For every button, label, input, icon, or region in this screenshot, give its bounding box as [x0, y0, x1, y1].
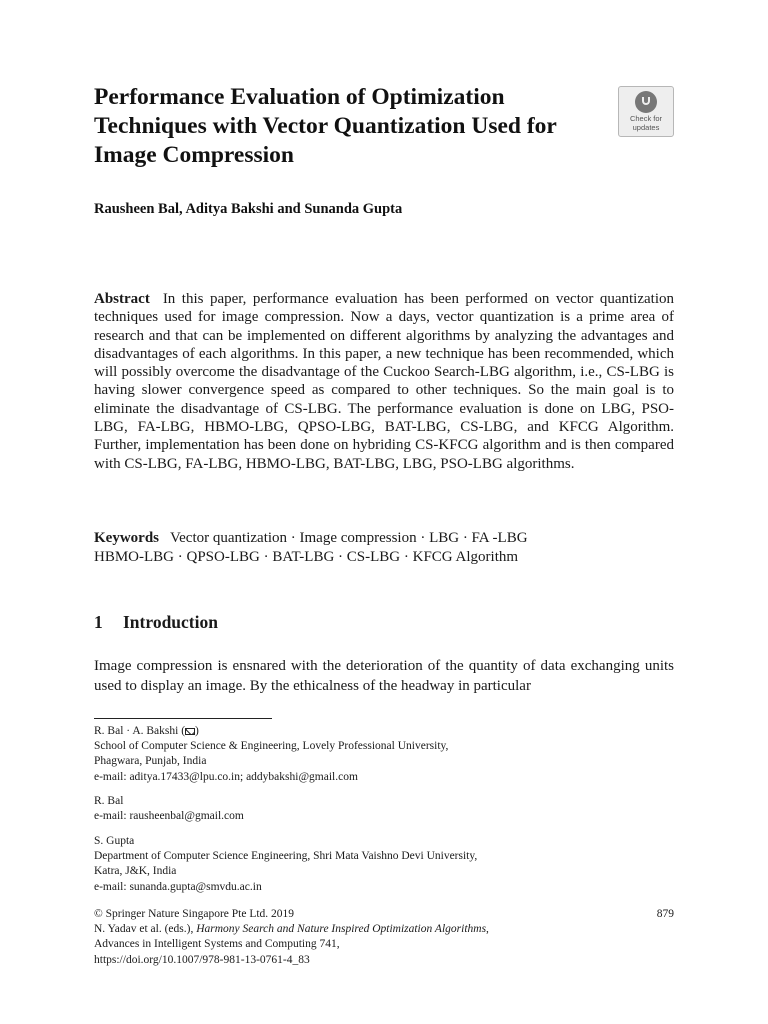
affiliation-org: School of Computer Science & Engineering, Lovely Professional University, [94, 740, 449, 753]
copyright-line: © Springer Nature Singapore Pte Ltd. 2019 [94, 908, 295, 920]
abstract-heading: Abstract [94, 291, 150, 307]
check-for-updates-icon [635, 91, 657, 113]
affiliation-names: R. Bal [94, 795, 124, 807]
affiliation-place: Phagwara, Punjab, India [94, 755, 207, 768]
affiliation-block-1: R. Bal · A. Bakshi ( ) School of Computer Science & Engineering, Lovely Professional University, Phagwara, Punjab, India e-mail: aditya.17433@lpu.co.in; addybakshi@gmail.com [94, 724, 674, 785]
affiliation-email[interactable]: e-mail: rausheenbal@gmail.com [94, 810, 244, 823]
publication-footer [94, 907, 674, 968]
section-title: Introduction [123, 612, 218, 632]
affiliation-names: S. Gupta [94, 835, 135, 847]
keywords-line2: HBMO-LBG · QPSO-LBG · BAT-LBG · CS-LBG · KFCG Algorithm [94, 549, 519, 565]
section-heading [94, 612, 218, 633]
keywords [94, 529, 674, 567]
badge-line1: Check for [629, 114, 663, 123]
section-number: 1 [94, 612, 103, 632]
author-list: Rausheen Bal, Aditya Bakshi and Sunanda Gupta [94, 201, 403, 217]
series-line: Advances in Intelligent Systems and Computing 741, [94, 938, 340, 951]
affiliation-block-2 [94, 794, 674, 824]
abstract [94, 290, 674, 473]
citation-line: N. Yadav et al. (eds.), Harmony Search and Nature Inspired Optimization Algorithms, [94, 923, 489, 936]
affiliation-block-3 [94, 834, 674, 895]
intro-paragraph: Image compression is ensnared with the deterioration of the quantity of data exchanging units used to display an image. By the ethicalness of the headway in particular [94, 658, 674, 694]
paper-title: Performance Evaluation of Optimization Techniques with Vector Quantization Used for Image Compression [94, 84, 557, 168]
abstract-text: In this paper, performance evaluation has been performed on vector quantization techniques used for image compression. Now a days, vector quantization is a prime area of research and that can be implemented on different algorithms by analyzing the advantages and disadvantages of each algorithms. In this paper, a new technique has been recommended, which will possibly overcome the disadvantage of the Cuckoo Search-LBG algorithm, i.e., CS-LBG is having slower convergence speed as compared to other techniques. So the main goal is to eliminate the disadvantage of CS-LBG. The performance evaluation is done on LBG, PSO-LBG, FA-LBG, HBMO-LBG, QPSO-LBG, BAT-LBG, CS-LBG, and KFCG Algorithm. Further, implementation has been done on hybriding CS-KFCG algorithm and is then compared with CS-LBG, FA-LBG, HBMO-LBG, BAT-LBG, LBG, PSO-LBG algorithms. [94, 291, 674, 472]
affiliation-email[interactable]: e-mail: aditya.17433@lpu.co.in; addybakshi@gmail.com [94, 770, 358, 783]
check-for-updates-badge[interactable] [618, 86, 674, 137]
page-number: 879 [656, 908, 674, 920]
affiliation-email[interactable]: e-mail: sunanda.gupta@smvdu.ac.in [94, 880, 262, 893]
book-title: Harmony Search and Nature Inspired Optimization Algorithms [196, 923, 487, 936]
keywords-line1: Vector quantization · Image compression · LBG · FA -LBG [169, 530, 528, 546]
doi-link[interactable]: https://doi.org/10.1007/978-981-13-0761-4_83 [94, 953, 310, 966]
keywords-heading: Keywords [94, 530, 159, 546]
footnote-divider [94, 718, 272, 719]
envelope-icon [185, 728, 195, 735]
badge-line2: updates [632, 122, 660, 132]
affiliation-org: Department of Computer Science Engineering, Shri Mata Vaishno Devi University, [94, 850, 478, 863]
affiliation-names: R. Bal · A. Bakshi ( [94, 725, 186, 737]
affiliation-place: Katra, J&K, India [94, 865, 177, 878]
